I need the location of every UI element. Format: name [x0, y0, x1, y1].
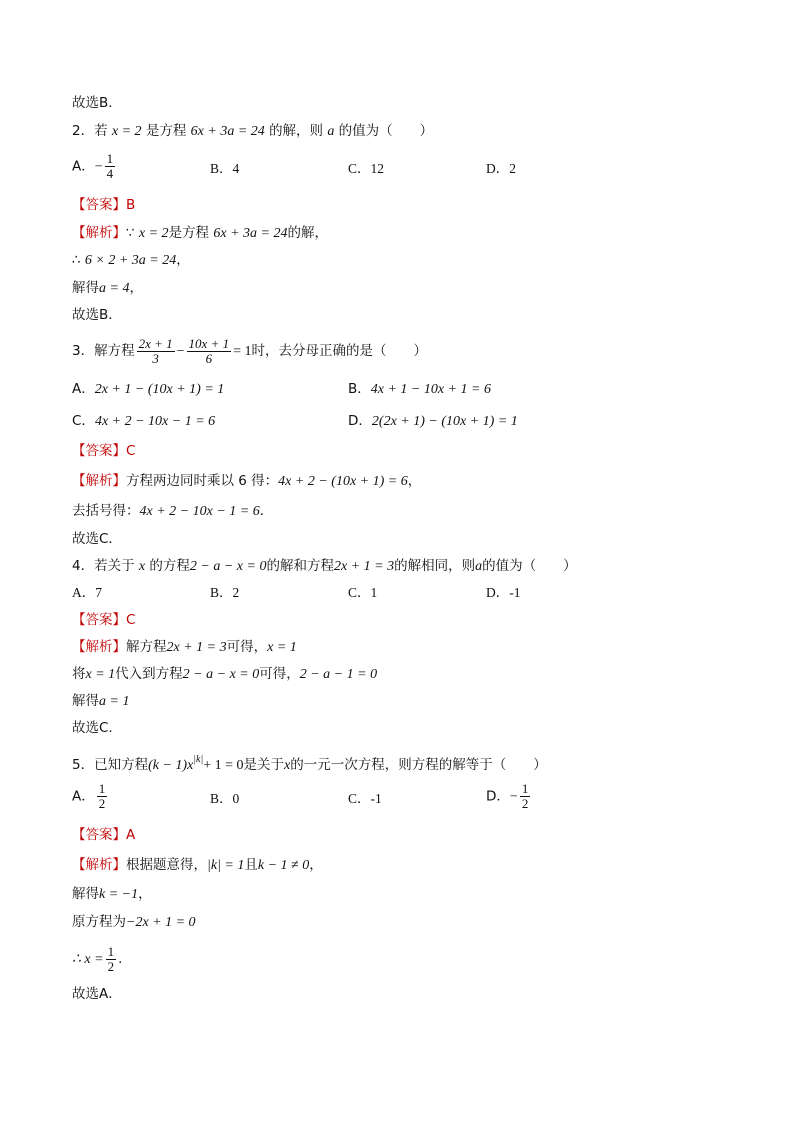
q3-answer [72, 442, 135, 460]
analysis-tag: 【解析】 [72, 473, 126, 489]
q2-option-a-fraction [105, 152, 116, 181]
q2-option-a-sign: − [94, 159, 103, 175]
q5-l2-punct: ， [138, 886, 152, 902]
q2-analysis-cond: x = 2 [138, 226, 169, 241]
q5-answer-value: A [126, 827, 136, 843]
because-symbol: ∵ [126, 225, 135, 241]
q5-option-c: C．-1 [348, 791, 382, 806]
q3-analysis-line1 [72, 472, 421, 491]
q5-exponent: |k| [193, 754, 204, 765]
q5-option-a-num: 1 [98, 781, 106, 796]
q4-analysis-equation: 2x + 1 = 3 [166, 640, 227, 655]
q5-inequality: k − 1 ≠ 0 [257, 858, 310, 873]
q3-option-b-text: 4x + 1 − 10x + 1 = 6 [370, 382, 491, 397]
q3-analysis-line2 [72, 502, 273, 521]
q4-l2-c: 代入到方程 [115, 666, 183, 682]
q4-option-a: A．7 [72, 585, 102, 600]
q5-option-b: B．0 [210, 791, 240, 806]
answer-tag: 【答案】 [72, 443, 126, 459]
q2-option-a-label: A． [72, 158, 95, 175]
q5-analysis-line3 [72, 913, 196, 932]
q5-option-d-den: 2 [521, 796, 529, 811]
q4-analysis-result: x = 1 [267, 640, 297, 655]
q4-stem [72, 557, 577, 576]
q5-analysis-line1 [72, 856, 323, 875]
q5-and: 且 [244, 857, 258, 873]
q2-option-a [72, 152, 117, 181]
q3-l2-punct: ． [259, 503, 274, 519]
q5-solution-fraction [106, 945, 117, 974]
q3-fraction-2-num: 10x + 1 [188, 335, 230, 351]
q4-mid3: 的解相同，则 [394, 558, 476, 574]
q4-result: a = 1 [99, 694, 130, 709]
q2-analysis-line2 [72, 251, 190, 270]
answer-tag: 【答案】 [72, 612, 126, 628]
q3-fraction-2 [187, 337, 232, 366]
analysis-tag: 【解析】 [72, 639, 126, 655]
q3-option-a [72, 380, 224, 399]
q5-option-d [486, 782, 532, 811]
q2-solve-label: 解得 [72, 280, 99, 296]
q4-l2-x: x = 1 [85, 667, 116, 682]
q3-option-d [348, 412, 518, 431]
q5-original-label: 原方程为 [72, 914, 126, 930]
q5-option-d-label: D． [486, 788, 510, 805]
q2-analysis-tail: 的解， [287, 225, 328, 241]
q2-analysis-line3 [72, 279, 143, 298]
q2-cond: x = 2 [111, 124, 142, 139]
q3-option-b [348, 380, 491, 399]
q5-analysis-text: 根据题意得， [126, 857, 207, 873]
therefore-symbol: ∴ [72, 252, 81, 268]
q2-option-a-num: 1 [106, 151, 114, 166]
q5-abs-equation: |k| = 1 [207, 858, 245, 873]
q5-option-d-num: 1 [521, 781, 529, 796]
q3-expanded: 4x + 2 − 10x − 1 = 6 [139, 504, 260, 519]
q2-option-b: B．4 [210, 161, 240, 176]
q5-solve-label: 解得 [72, 886, 99, 902]
q2-answer [72, 196, 135, 214]
q3-conclusion: 故选C． [72, 531, 122, 547]
q2-stem [72, 122, 433, 141]
q4-number: 4．若关于 [72, 558, 135, 574]
q3-analysis-punct: ， [407, 473, 422, 489]
q4-answer [72, 611, 135, 629]
q2-var: a [327, 124, 335, 139]
q3-analysis-equation: 4x + 2 − (10x + 1) = 6 [278, 474, 408, 489]
q3-option-c [72, 412, 215, 431]
q4-analysis-text: 解方程 [126, 639, 167, 655]
analysis-tag: 【解析】 [72, 225, 126, 241]
q3-stem [72, 334, 427, 368]
q5-analysis-punct: ， [309, 857, 323, 873]
q4-analysis-mid: 可得， [226, 639, 268, 655]
q5-analysis-line2 [72, 885, 152, 904]
q4-l2-e: 可得， [259, 666, 300, 682]
q5-equation-a: (k − 1)x [148, 758, 194, 773]
q3-rhs: = 1 [233, 344, 252, 359]
q4-l2-a: 将 [72, 666, 86, 682]
q4-var-a: a [475, 559, 483, 574]
q3-expand-label: 去括号得： [72, 503, 140, 519]
q5-option-d-fraction [520, 782, 531, 811]
q5-therefore-x: ∴ x = [72, 952, 104, 967]
q4-analysis-line3 [72, 692, 129, 711]
q4-l2-equation: 2 − a − x = 0 [182, 667, 260, 682]
q2-l3-punct: ， [129, 280, 143, 296]
q3-number: 3．解方程 [72, 343, 135, 359]
q2-tail-a: 的解，则 [269, 123, 324, 139]
q4-analysis-line1 [72, 638, 297, 657]
q5-option-a-fraction [97, 782, 108, 811]
q5-answer [72, 826, 135, 844]
q5-stem [72, 751, 547, 775]
q2-option-d: D．2 [486, 161, 516, 176]
q5-solution-den: 2 [107, 958, 115, 974]
q2-analysis-equation: 6x + 3a = 24 [213, 226, 288, 241]
q3-fraction-2-den: 6 [205, 350, 213, 366]
q1-conclusion: 故选B． [72, 95, 122, 111]
q2-mid: 是方程 [145, 123, 187, 139]
q4-equation-1: 2 − a − x = 0 [189, 559, 267, 574]
q2-number: 2．若 [72, 123, 108, 139]
q3-option-c-text: 4x + 2 − 10x − 1 = 6 [94, 414, 216, 429]
q2-conclusion: 故选B． [72, 307, 122, 323]
q3-option-a-text: 2x + 1 − (10x + 1) = 1 [94, 382, 225, 397]
q4-option-d: D．-1 [486, 585, 521, 600]
q4-answer-value: C [126, 612, 136, 628]
q5-analysis-line4 [72, 942, 122, 976]
q2-l2-punct: ， [176, 252, 190, 268]
q5-option-a-den: 2 [98, 796, 106, 811]
q4-l2-substituted: 2 − a − 1 = 0 [299, 667, 378, 682]
q3-fraction-1-num: 2x + 1 [138, 335, 173, 351]
q5-tail: 的一元一次方程，则方程的解等于（ ） [290, 757, 547, 773]
q4-equation-2: 2x + 1 = 3 [333, 559, 395, 574]
analysis-tag: 【解析】 [72, 857, 126, 873]
q2-option-a-den: 4 [106, 166, 114, 181]
q3-option-b-label: B． [348, 381, 371, 397]
answer-tag: 【答案】 [72, 827, 126, 843]
q4-option-c: C．1 [348, 585, 378, 600]
q5-original-equation: −2x + 1 = 0 [126, 915, 196, 930]
q3-option-a-label: A． [72, 381, 95, 397]
q3-option-d-text: 2(2x + 1) − (10x + 1) = 1 [371, 414, 518, 429]
q4-var-x: x [138, 559, 146, 574]
q2-tail-b: 的值为（ ） [338, 123, 434, 139]
q3-answer-value: C [126, 443, 136, 459]
q4-option-b: B．2 [210, 585, 240, 600]
q2-result: a = 4 [99, 281, 130, 296]
q4-tail: 的值为（ ） [482, 558, 577, 574]
answer-tag: 【答案】 [72, 197, 126, 213]
q2-analysis-line1 [72, 224, 328, 243]
q3-tail: 时，去分母正确的是（ ） [251, 343, 427, 359]
q4-mid1: 的方程 [149, 558, 190, 574]
q5-equation-b: + 1 = 0 [203, 758, 244, 773]
q2-option-c: C．12 [348, 161, 385, 176]
q5-solution-num: 1 [107, 943, 115, 959]
q5-k-result: k = −1 [99, 887, 139, 902]
q2-substitution: 6 × 2 + 3a = 24 [84, 253, 177, 268]
q3-fraction-1-den: 3 [152, 350, 159, 366]
q5-option-d-sign: − [509, 789, 518, 805]
q4-mid2: 的解和方程 [266, 558, 334, 574]
q5-l4-punct: . [118, 951, 123, 967]
q2-equation: 6x + 3a = 24 [190, 124, 265, 139]
q5-var-x: x [284, 758, 291, 773]
q5-conclusion: 故选A． [72, 986, 122, 1002]
q2-answer-value: B [126, 197, 136, 213]
q3-option-d-label: D． [348, 413, 372, 429]
q2-analysis-text: 是方程 [168, 225, 210, 241]
q3-option-c-label: C． [72, 413, 95, 429]
q5-option-a [72, 782, 109, 811]
q4-analysis-line2 [72, 665, 377, 684]
q5-option-a-label: A． [72, 788, 95, 805]
q5-mid: 是关于 [243, 757, 285, 773]
q3-minus: − [176, 344, 185, 359]
q4-solve-label: 解得 [72, 693, 99, 709]
q5-number: 5．已知方程 [72, 757, 149, 773]
q3-fraction-1 [137, 337, 175, 366]
q4-conclusion: 故选C. [72, 720, 113, 736]
q3-analysis-text: 方程两边同时乘以 6 得： [126, 473, 279, 489]
